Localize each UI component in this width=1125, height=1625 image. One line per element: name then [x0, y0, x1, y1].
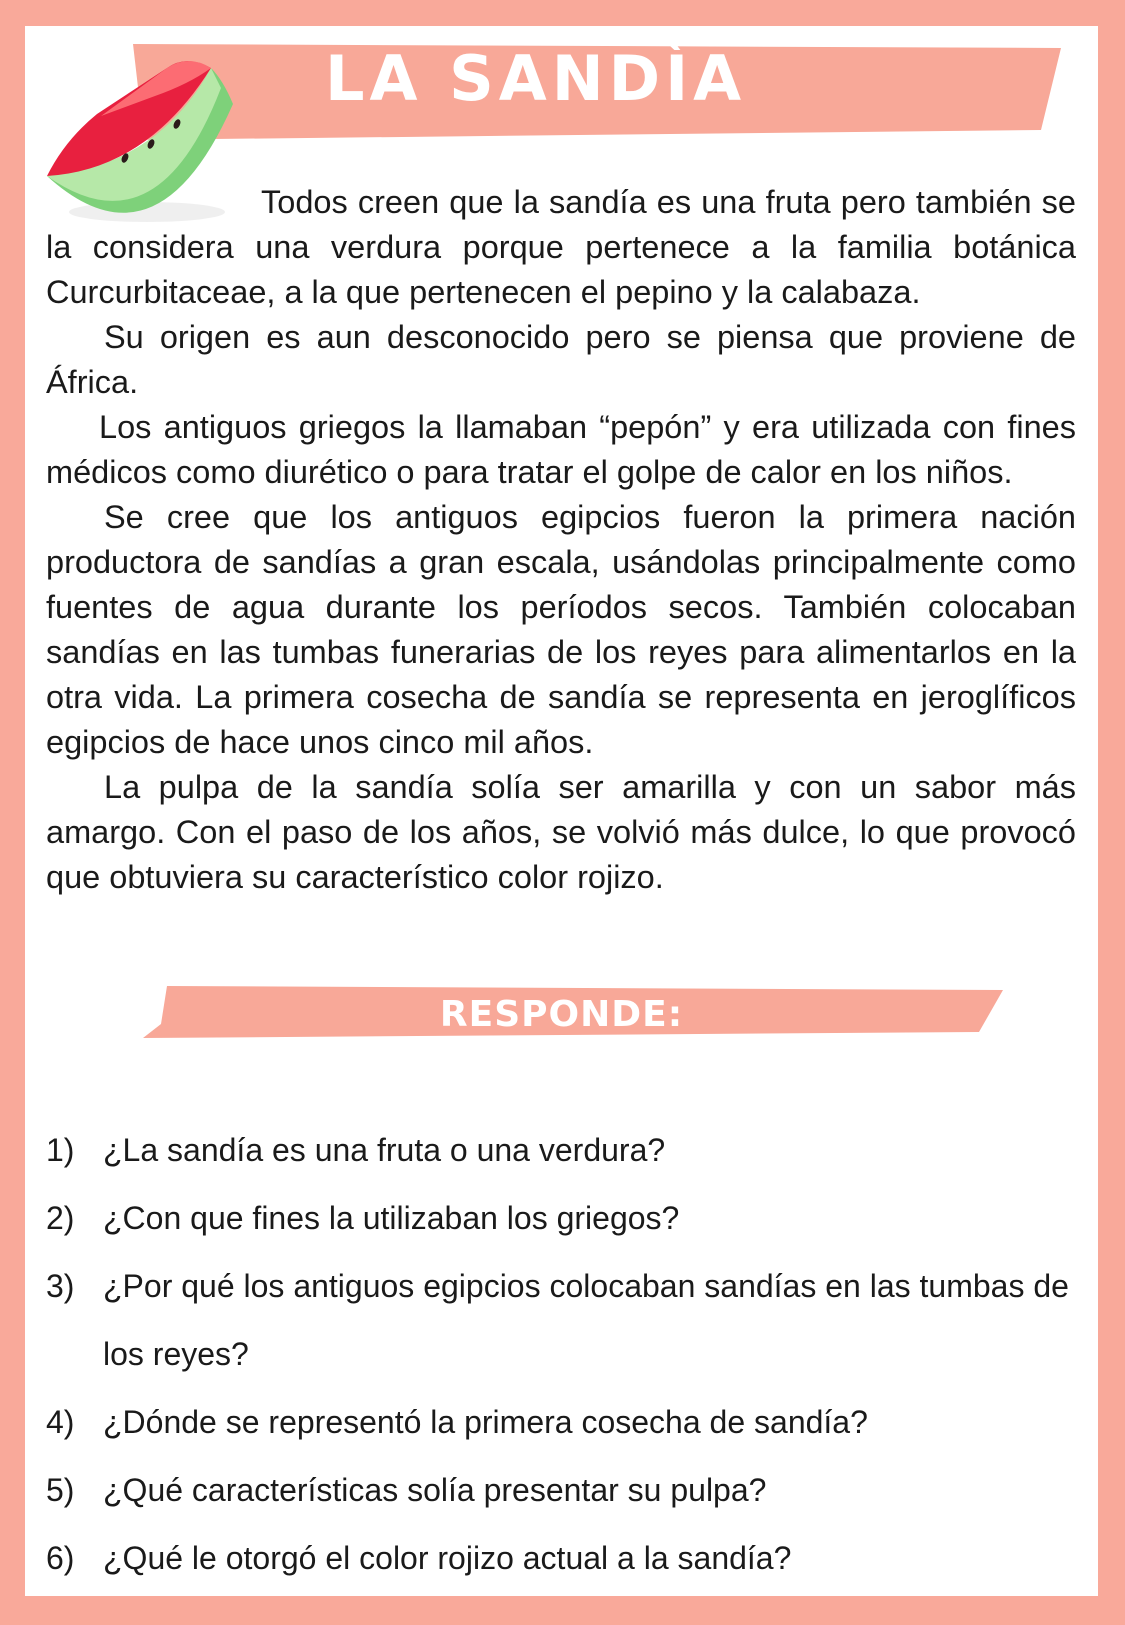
- question-item: [46, 1388, 1076, 1456]
- question-item: [46, 1252, 1076, 1388]
- paragraph-4: Se cree que los antiguos egipcios fueron la primera nación productora de sandías a gran escala, usándolas principalmente como fuentes de agua durante los períodos secos. También colocaban sandías en las tumbas funerarias de los reyes para alimentarlos en la otra vida. La primera cosecha de sandía se representa en jeroglíficos egipcios de hace unos cinco mil años.: [46, 499, 1076, 760]
- question-item: [46, 1184, 1076, 1252]
- paragraph-5: La pulpa de la sandía solía ser amarilla y con un sabor más amargo. Con el paso de los años, se volvió más dulce, lo que provocó que obtuviera su característico color rojizo.: [46, 769, 1076, 895]
- question-text: ¿La sandía es una fruta o una verdura?: [103, 1132, 666, 1168]
- question-number: 6): [46, 1540, 75, 1576]
- question-number: 2): [46, 1200, 75, 1236]
- question-number: 4): [46, 1404, 75, 1440]
- page-title: LA SANDÌA: [325, 42, 747, 115]
- question-text: ¿Qué le otorgó el color rojizo actual a la sandía?: [103, 1540, 792, 1576]
- paragraph-2: Su origen es aun desconocido pero se piensa que proviene de África.: [46, 319, 1076, 400]
- question-number: 3): [46, 1268, 75, 1304]
- paragraph-3: Los antiguos griegos la llamaban “pepón” y era utilizada con fines médicos como diurético o para tratar el golpe de calor en los niños.: [46, 409, 1076, 490]
- question-text: ¿Por qué los antiguos egipcios colocaban sandías en las tumbas de los reyes?: [103, 1268, 1069, 1372]
- reading-text: [46, 180, 1076, 900]
- paragraph-1: Todos creen que la sandía es una fruta pero también se la considera una verdura porque pertenece a la familia botánica Curcurbitaceae, a la que pertenecen el pepino y la calabaza.: [46, 184, 1076, 310]
- respond-heading: RESPONDE:: [439, 994, 684, 1035]
- questions-list: [46, 1116, 1076, 1592]
- question-text: ¿Dónde se representó la primera cosecha de sandía?: [103, 1404, 868, 1440]
- worksheet-page: [25, 26, 1098, 1596]
- question-item: [46, 1116, 1076, 1184]
- question-text: ¿Con que fines la utilizaban los griegos?: [103, 1200, 680, 1236]
- question-number: 5): [46, 1472, 75, 1508]
- question-number: 1): [46, 1132, 75, 1168]
- question-item: [46, 1456, 1076, 1524]
- question-text: ¿Qué características solía presentar su pulpa?: [103, 1472, 767, 1508]
- question-item: [46, 1524, 1076, 1592]
